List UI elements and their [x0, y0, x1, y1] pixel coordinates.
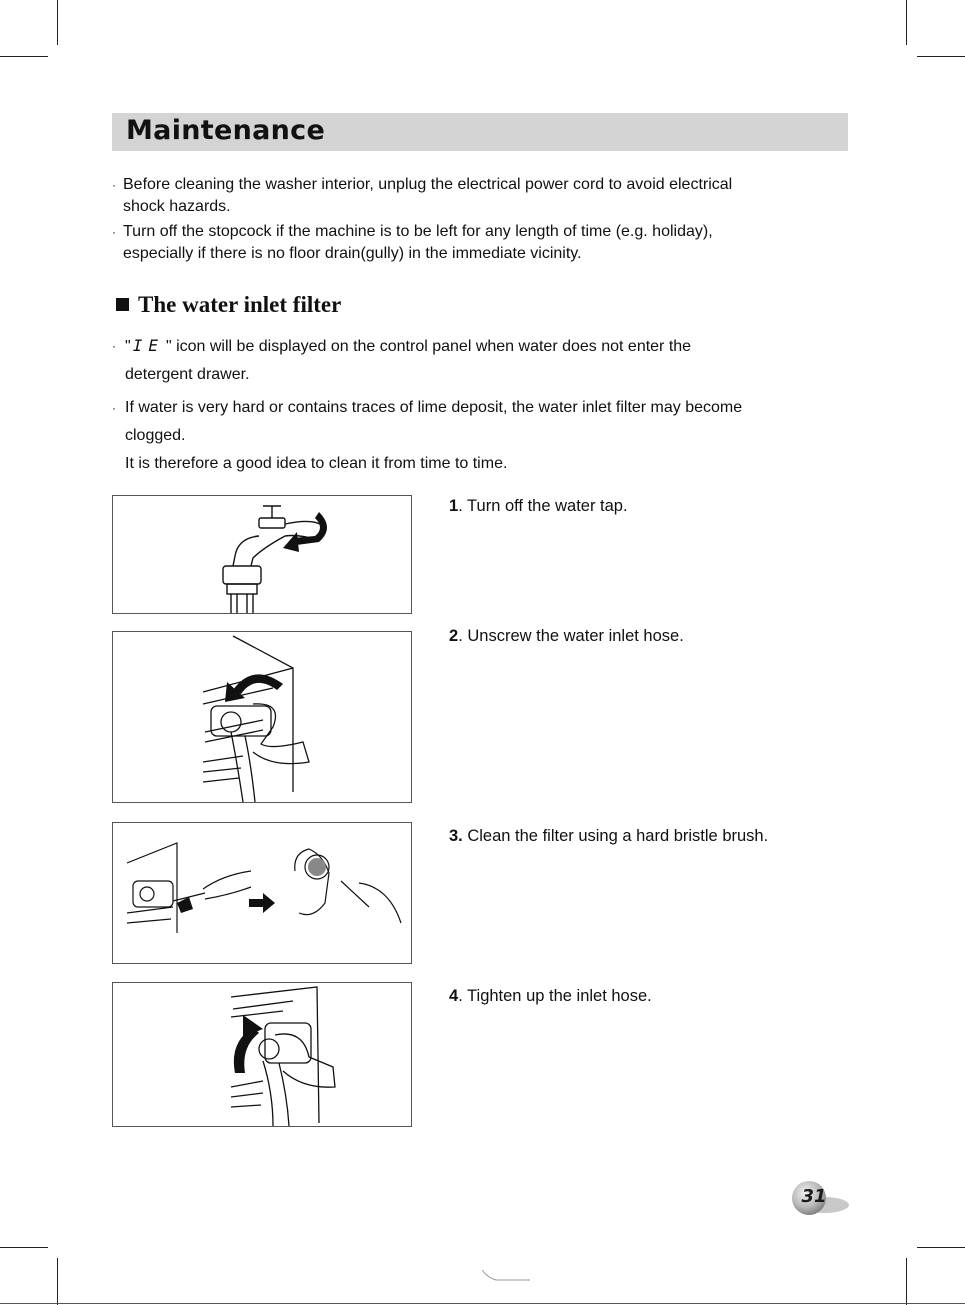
crop-mark — [57, 0, 58, 45]
intro-bullet-unplug — [112, 174, 832, 218]
step-instruction: . Turn off the water tap. — [458, 497, 628, 515]
tighten-hose-illustration — [112, 982, 412, 1127]
bullet-marker: · — [112, 339, 116, 353]
bottom-trim-line — [0, 1303, 965, 1304]
crop-mark — [906, 1258, 907, 1305]
unscrew-hose-illustration — [112, 631, 412, 803]
subsection-title-text: The water inlet filter — [138, 292, 342, 317]
step-instruction: . Tighten up the inlet hose. — [458, 987, 652, 1005]
step-number: 4 — [449, 987, 459, 1005]
filter-bullet-ie-icon — [112, 332, 852, 389]
step-number: 2 — [449, 627, 459, 645]
bullet-line: Before cleaning the washer interior, unplug the electrical power cord to avoid electrical — [123, 176, 733, 193]
ie-error-code: IE — [132, 336, 164, 355]
crop-mark — [0, 56, 48, 57]
center-register-mark — [480, 1268, 532, 1284]
step-4-text — [449, 987, 652, 1006]
step-3-text — [449, 827, 768, 846]
section-title: Maintenance — [126, 115, 326, 146]
bullet-text: " icon will be displayed on the control panel when water does not enter the — [165, 338, 692, 355]
bullet-line: If water is very hard or contains traces of lime deposit, the water inlet filter may become — [125, 399, 743, 416]
clean-filter-brush-illustration — [112, 822, 412, 964]
step-2-text — [449, 627, 684, 646]
bullet-marker: · — [112, 178, 116, 192]
faucet-turn-off-illustration — [112, 495, 412, 614]
square-bullet-icon — [116, 298, 129, 311]
page-number: 31 — [801, 1186, 827, 1207]
crop-mark — [917, 1247, 965, 1248]
step-1-text — [449, 497, 628, 516]
bullet-marker: · — [112, 225, 116, 239]
crop-mark — [57, 1258, 58, 1305]
filter-bullet-hard-water — [112, 394, 852, 478]
bullet-line: Turn off the stopcock if the machine is to be left for any length of time (e.g. holiday), — [123, 223, 713, 240]
bullet-line: shock hazards. — [123, 198, 231, 215]
bullet-line: detergent drawer. — [125, 366, 250, 383]
crop-mark — [906, 0, 907, 45]
step-number: 3. — [449, 827, 463, 845]
step-instruction: . Unscrew the water inlet hose. — [458, 627, 684, 645]
section-header-bar — [112, 113, 848, 151]
crop-mark — [0, 1247, 48, 1248]
bullet-line: clogged. — [125, 427, 186, 444]
step-number: 1 — [449, 497, 459, 515]
bullet-line: especially if there is no floor drain(gully) in the immediate vicinity. — [123, 245, 582, 262]
crop-mark — [917, 56, 965, 57]
bullet-marker: · — [112, 401, 116, 415]
bullet-line: It is therefore a good idea to clean it from time to time. — [125, 455, 508, 472]
subsection-title — [116, 292, 341, 318]
quote-open: " — [125, 338, 131, 355]
intro-bullet-stopcock — [112, 221, 832, 265]
step-instruction: Clean the filter using a hard bristle brush. — [462, 827, 769, 845]
bullet-line — [112, 332, 852, 361]
